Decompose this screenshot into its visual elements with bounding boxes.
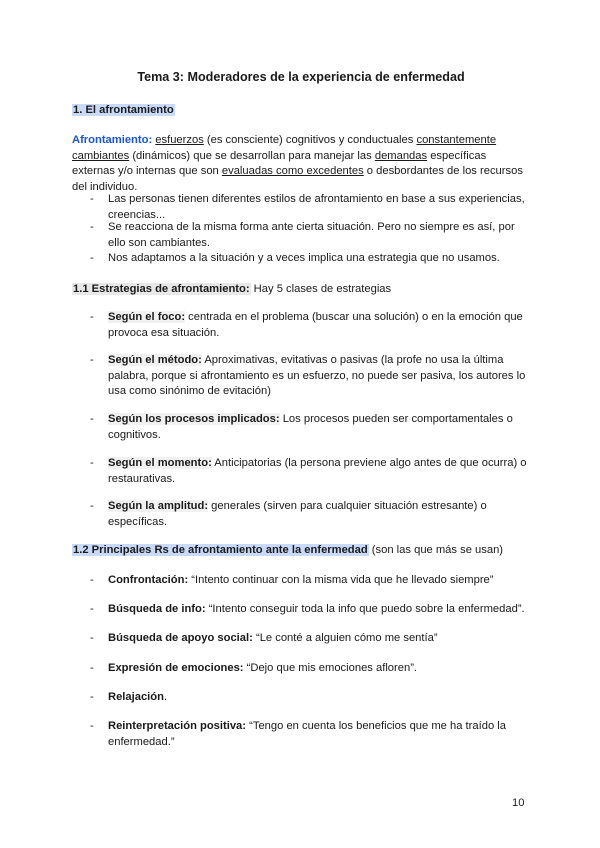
strategy-label: Según el foco: bbox=[108, 311, 186, 323]
definition-underlined: esfuerzos bbox=[155, 134, 204, 146]
coping-label: Confrontación: bbox=[108, 574, 189, 586]
bullet-dash: - bbox=[90, 413, 94, 425]
strategy-label: Según el momento: bbox=[108, 457, 212, 469]
list-item bbox=[90, 573, 530, 589]
section-heading-1-2-label: 1.2 Principales Rs de afrontamiento ante la enfermedad bbox=[73, 544, 368, 556]
bullet-dash: - bbox=[90, 662, 94, 674]
bullet-dash: - bbox=[90, 457, 94, 469]
bullet-dash: - bbox=[90, 193, 94, 205]
list-item bbox=[90, 499, 530, 530]
list-item bbox=[90, 631, 530, 647]
strategy-text: Los procesos pueden ser comportamentales o cognitivos. bbox=[108, 413, 513, 441]
list-item-text: Nos adaptamos a la situación y a veces implica una estrategia que no usamos. bbox=[108, 252, 500, 264]
strategy-text: Anticipatorias (la persona previene algo antes de que ocurra) o restaurativas. bbox=[108, 457, 527, 485]
list-item-text: Se reacciona de la misma forma ante cierta situación. Pero no siempre es así, por ello son cambiantes. bbox=[108, 221, 515, 249]
definition-label: Afrontamiento: bbox=[72, 134, 153, 146]
bullet-dash: - bbox=[90, 691, 94, 703]
strategy-label: Según los procesos implicados: bbox=[108, 413, 280, 425]
section-heading-1-2 bbox=[72, 543, 503, 558]
list-item-text: Las personas tienen diferentes estilos de afrontamiento en base a sus experiencias, creencias... bbox=[108, 193, 525, 221]
strategy-text: Aproximativas, evitativas o pasivas (la profe no usa la última palabra, porque si afrontamiento es un esfuerzo, no puede ser pasiva, los autores lo usa como sinónimo de evitación) bbox=[108, 354, 526, 398]
coping-text: “Tengo en cuenta los beneficios que me ha traído la enfermedad.” bbox=[108, 720, 506, 748]
bullet-dash: - bbox=[90, 221, 94, 233]
coping-label: Búsqueda de info: bbox=[108, 603, 206, 615]
section-heading-1-1 bbox=[72, 282, 391, 297]
coping-text: “Intento continuar con la misma vida que he llevado siempre” bbox=[188, 574, 494, 586]
coping-label: Relajación bbox=[108, 691, 164, 703]
definition-paragraph bbox=[72, 133, 532, 195]
section-heading-1-1-label: 1.1 Estrategias de afrontamiento: bbox=[73, 283, 250, 295]
definition-text: (es consciente) cognitivos y conductuales bbox=[203, 134, 417, 146]
definition-text: específicas externas y/o internas que son bbox=[72, 149, 487, 178]
list-item bbox=[90, 602, 530, 618]
strategy-text: centrada en el problema (buscar una solución) o en la emoción que provoca esa situación. bbox=[108, 311, 523, 339]
section-heading-1-2-rest: (son las que más se usan) bbox=[368, 544, 504, 556]
coping-label: Expresión de emociones: bbox=[108, 662, 244, 674]
section-heading-1 bbox=[72, 103, 175, 118]
definition-underlined: evaluadas como excedentes bbox=[221, 165, 364, 178]
definition-underlined: constantemente cambiantes bbox=[72, 134, 497, 162]
coping-text: “Intento conseguir toda la info que puedo sobre la enfermedad”. bbox=[205, 603, 525, 615]
bullet-dash: - bbox=[90, 500, 94, 512]
section-heading-1-1-rest: Hay 5 clases de estrategias bbox=[250, 283, 392, 295]
definition-text: o desbordantes de los recursos del individuo. bbox=[72, 165, 523, 193]
list-item bbox=[90, 310, 530, 341]
strategy-label: Según la amplitud: bbox=[108, 500, 209, 512]
list-item bbox=[90, 353, 530, 400]
bullet-dash: - bbox=[90, 632, 94, 644]
coping-label: Reinterpretación positiva: bbox=[108, 720, 247, 732]
coping-text: . bbox=[163, 691, 168, 703]
list-item bbox=[90, 412, 530, 443]
page-title: Tema 3: Moderadores de la experiencia de enfermedad bbox=[137, 70, 465, 84]
coping-label: Búsqueda de apoyo social: bbox=[108, 632, 253, 644]
coping-text: “Dejo que mis emociones afloren”. bbox=[243, 662, 418, 674]
bullet-dash: - bbox=[90, 603, 94, 615]
strategy-label: Según el método: bbox=[108, 354, 202, 366]
definition-text: (dinámicos) que se desarrollan para manejar las bbox=[129, 149, 375, 162]
list-item bbox=[90, 251, 530, 267]
bullet-dash: - bbox=[90, 252, 94, 264]
list-item bbox=[90, 220, 530, 251]
list-item bbox=[90, 690, 530, 706]
section-heading-1-text: 1. El afrontamiento bbox=[73, 104, 174, 116]
list-item bbox=[90, 192, 530, 223]
bullet-dash: - bbox=[90, 354, 94, 366]
page-number: 10 bbox=[512, 797, 525, 809]
coping-text: “Le conté a alguien cómo me sentía” bbox=[252, 632, 438, 644]
list-item bbox=[90, 661, 530, 677]
bullet-dash: - bbox=[90, 574, 94, 586]
bullet-dash: - bbox=[90, 311, 94, 323]
list-item bbox=[90, 719, 530, 750]
definition-underlined: demandas bbox=[374, 149, 428, 162]
strategy-text: generales (sirven para cualquier situación estresante) o específicas. bbox=[108, 500, 487, 528]
list-item bbox=[90, 456, 530, 487]
bullet-dash: - bbox=[90, 720, 94, 732]
